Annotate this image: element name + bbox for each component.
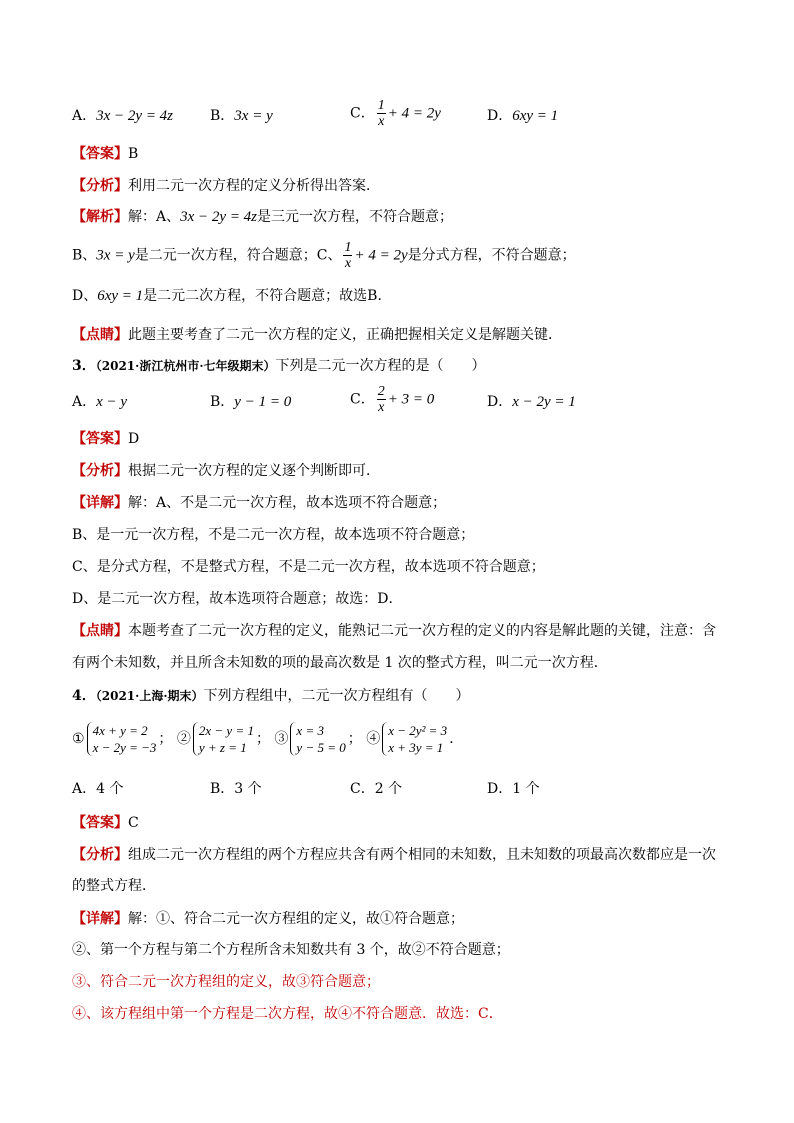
- q3-comment-1: 【点睛】本题考查了二元一次方程的定义，能熟记二元一次方程的定义的内容是解此题的关键，注意：含: [72, 623, 716, 639]
- q4-detail-1: 【详解】解：①、符合二元一次方程组的定义，故①符合题意；: [72, 911, 464, 927]
- q4-systems: [72, 720, 463, 758]
- q3-detail-4: D、是二元一次方程，故本选项符合题意；故选：D．: [72, 591, 403, 607]
- q3-stem: 3．（2021·浙江杭州市·七年级期末）下列是二元一次方程的是（ ）: [72, 358, 486, 374]
- q2-solution-line-1: 【解析】解：A、3x − 2y = 4z是三元一次方程，不符合题意；: [72, 209, 454, 225]
- q3-option-c: C． $\frac{2}{x}$ + 3 = 0: [350, 384, 435, 415]
- q4-analysis-1: 【分析】组成二元一次方程组的两个方程应共含有两个相同的未知数，且未知数的项最高次数都应是一次: [72, 847, 716, 863]
- q4-system-3: ③ x = 3 y − 5 = 0 ；: [274, 723, 362, 755]
- q4-stem: 4．（2021·上海·期末）下列方程组中，二元一次方程组有（ ）: [72, 688, 470, 704]
- q3-detail-3: C、是分式方程，不是整式方程，不是二元一次方程，故本选项不符合题意；: [72, 559, 545, 575]
- q2-option-a: A．3x − 2y = 4z: [72, 108, 174, 124]
- q2-option-d: D．6xy = 1: [487, 108, 559, 124]
- q2-analysis: 【分析】利用二元一次方程的定义分析得出答案．: [72, 178, 380, 194]
- q4-option-d: D．1 个: [487, 781, 540, 797]
- q3-comment-2: 有两个未知数，并且所含未知数的项的最高次数是 1 次的整式方程，叫二元一次方程．: [72, 655, 608, 671]
- q3-option-a: A．x − y: [72, 394, 128, 410]
- q3-answer: 【答案】D: [72, 431, 140, 447]
- q3-option-d: D．x − 2y = 1: [487, 394, 576, 410]
- q4-answer: 【答案】C: [72, 815, 139, 831]
- q4-system-2: ② 2x − y = 1 y + z = 1 ；: [176, 723, 270, 755]
- q4-system-1: ① 4x + y = 2 x − 2y = −3 ；: [72, 723, 173, 755]
- q4-option-b: B．3 个: [210, 781, 262, 797]
- q4-detail-4: ④、该方程组中第一个方程是二次方程，故④不符合题意．故选：C．: [72, 1006, 503, 1022]
- q2-comment: 【点睛】此题主要考查了二元一次方程的定义，正确把握相关定义是解题关键．: [72, 327, 562, 343]
- q3-detail-2: B、是一元一次方程，不是二元一次方程，故本选项不符合题意；: [72, 527, 475, 543]
- q2-option-b: B．3x = y: [210, 108, 273, 124]
- q3-analysis: 【分析】根据二元一次方程的定义逐个判断即可．: [72, 463, 380, 479]
- q4-detail-3: ③、符合二元一次方程组的定义，故③符合题意；: [72, 974, 380, 990]
- q2-option-c: C． $\frac{1}{x}$ + 4 = 2y: [350, 98, 441, 129]
- q2-answer: 【答案】B: [72, 146, 139, 162]
- q4-option-a: A．4 个: [72, 781, 124, 797]
- q4-analysis-2: 的整式方程．: [72, 878, 156, 894]
- q2-solution-line-2: B、3x = y是二元一次方程，符合题意；C、 $\frac{1}{x}$ + 4 = 2y是分式方程，不符合题意；: [72, 240, 576, 271]
- q3-detail-1: 【详解】解：A、不是二元一次方程，故本选项不符合题意；: [72, 495, 447, 511]
- q3-option-b: B．y − 1 = 0: [210, 394, 292, 410]
- q4-option-c: C．2 个: [350, 781, 403, 797]
- q4-system-4: ④ x − 2y² = 3 x + 3y = 1 ．: [366, 723, 464, 755]
- q2-solution-line-3: D、6xy = 1是二元二次方程，不符合题意；故选B．: [72, 288, 392, 304]
- q4-detail-2: ②、第一个方程与第二个方程所含未知数共有 3 个，故②不符合题意；: [72, 942, 510, 958]
